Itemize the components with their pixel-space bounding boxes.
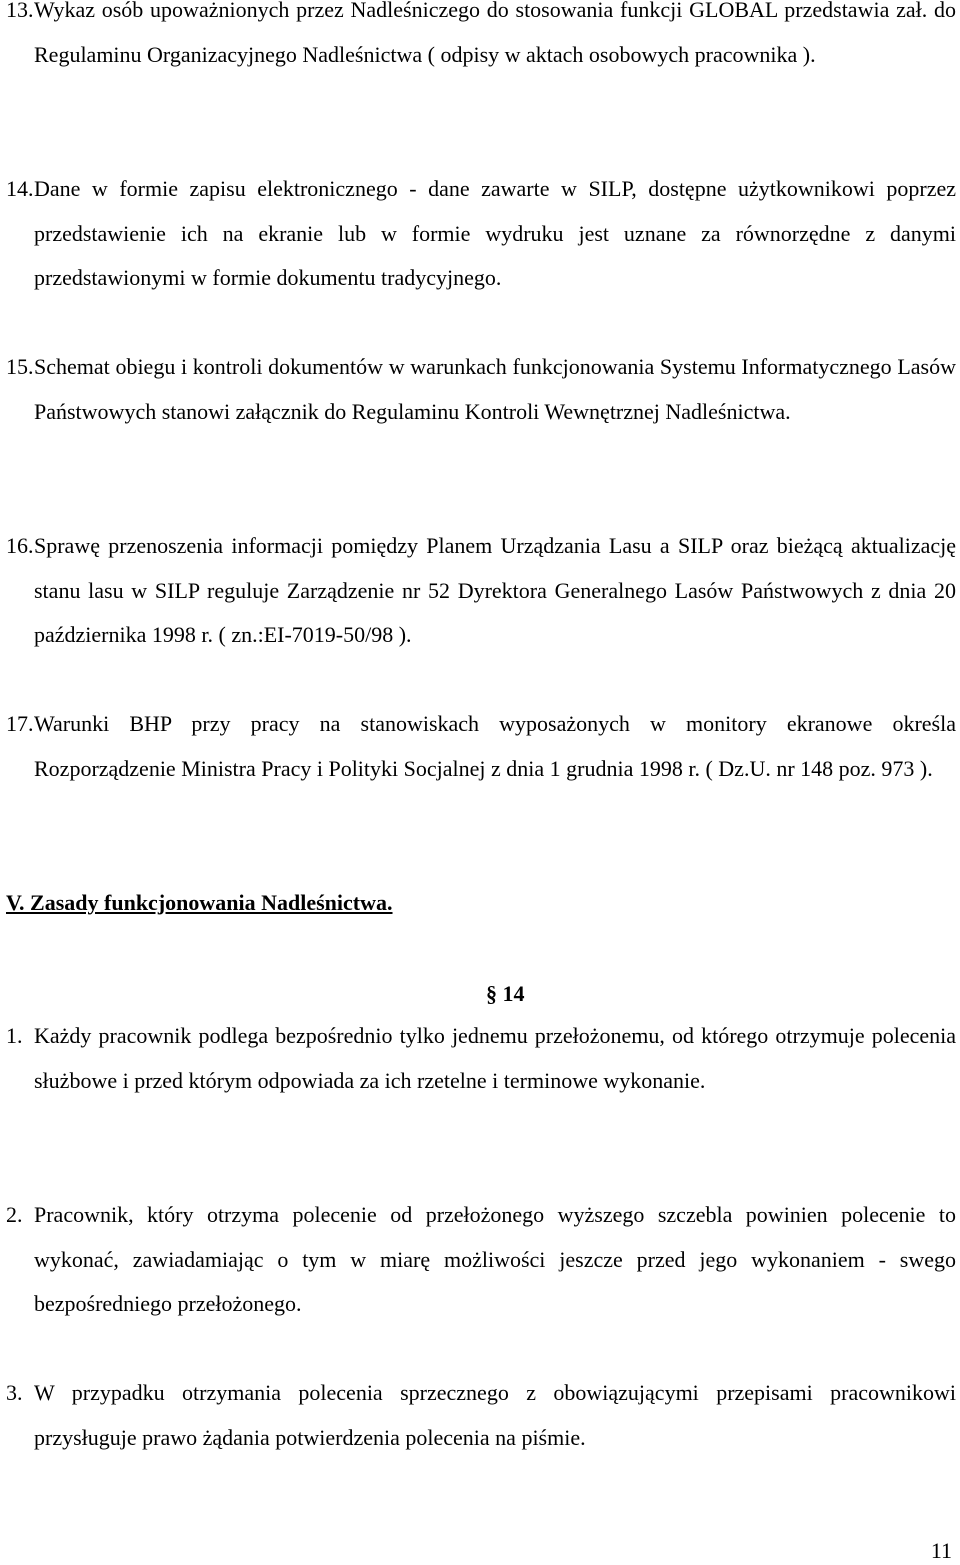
list-item-text: Wykaz osób upoważnionych przez Nadleśniczego do stosowania funkcji GLOBAL przedstawia zał. do Regulaminu Organizacyjnego Nadleśnictwa ( odpisy w aktach osobowych pracownika ). [34, 0, 956, 67]
page-number: 11 [930, 1538, 952, 1563]
list-item-16 [6, 524, 956, 658]
list-item-text: Sprawę przenoszenia informacji pomiędzy Planem Urządzania Lasu a SILP oraz bieżącą aktualizację stanu lasu w SILP reguluje Zarządzenie nr 52 Dyrektora Generalnego Lasów Państwowych z dnia 20 października 1998 r. ( zn.:EI-7019-50/98 ). [34, 533, 956, 647]
list-item-number: 1. [6, 1023, 23, 1048]
list-item-number: 2. [6, 1202, 23, 1227]
list-item-text: Pracownik, który otrzyma polecenie od przełożonego wyższego szczebla powinien polecenie to wykonać, zawiadamiając o tym w miarę możliwości jeszcze przed jego wykonaniem - swego bezpośredniego przełożonego. [34, 1202, 956, 1316]
list-item-text: Warunki BHP przy pracy na stanowiskach wyposażonych w monitory ekranowe określa Rozporządzenie Ministra Pracy i Polityki Socjalnej z dnia 1 grudnia 1998 r. ( Dz.U. nr 148 poz. 973 ). [34, 711, 956, 781]
list-item-point-1 [6, 1014, 956, 1103]
list-item-number: 14. [6, 176, 34, 201]
list-item-point-3 [6, 1371, 956, 1460]
list-item-number: 16. [6, 533, 34, 558]
list-item-point-2 [6, 1193, 956, 1327]
list-item-text: Każdy pracownik podlega bezpośrednio tylko jednemu przełożonemu, od którego otrzymuje polecenia służbowe i przed którym odpowiada za ich rzetelne i terminowe wykonanie. [34, 1023, 956, 1093]
list-item-13 [6, 0, 956, 77]
list-item-number: 3. [6, 1380, 23, 1405]
list-item-text: Schemat obiegu i kontroli dokumentów w warunkach funkcjonowania Systemu Informatycznego Lasów Państwowych stanowi załącznik do Regulaminu Kontroli Wewnętrznej Nadleśnictwa. [34, 354, 956, 424]
list-item-17 [6, 702, 956, 791]
list-item-15 [6, 345, 956, 434]
section-heading: V. Zasady funkcjonowania Nadleśnictwa. [6, 890, 393, 915]
list-item-14 [6, 167, 956, 301]
list-item-number: 17. [6, 711, 34, 736]
paragraph-symbol: § 14 [486, 981, 525, 1006]
list-item-text: W przypadku otrzymania polecenia sprzecznego z obowiązującymi przepisami pracownikowi przysługuje prawo żądania potwierdzenia polecenia na piśmie. [34, 1380, 956, 1450]
list-item-text: Dane w formie zapisu elektronicznego - dane zawarte w SILP, dostępne użytkownikowi poprzez przedstawienie ich na ekranie lub w formie wydruku jest uznane za równorzędne z danymi przedstawionymi w formie dokumentu tradycyjnego. [34, 176, 956, 290]
list-item-number: 13. [6, 0, 34, 22]
list-item-number: 15. [6, 354, 34, 379]
